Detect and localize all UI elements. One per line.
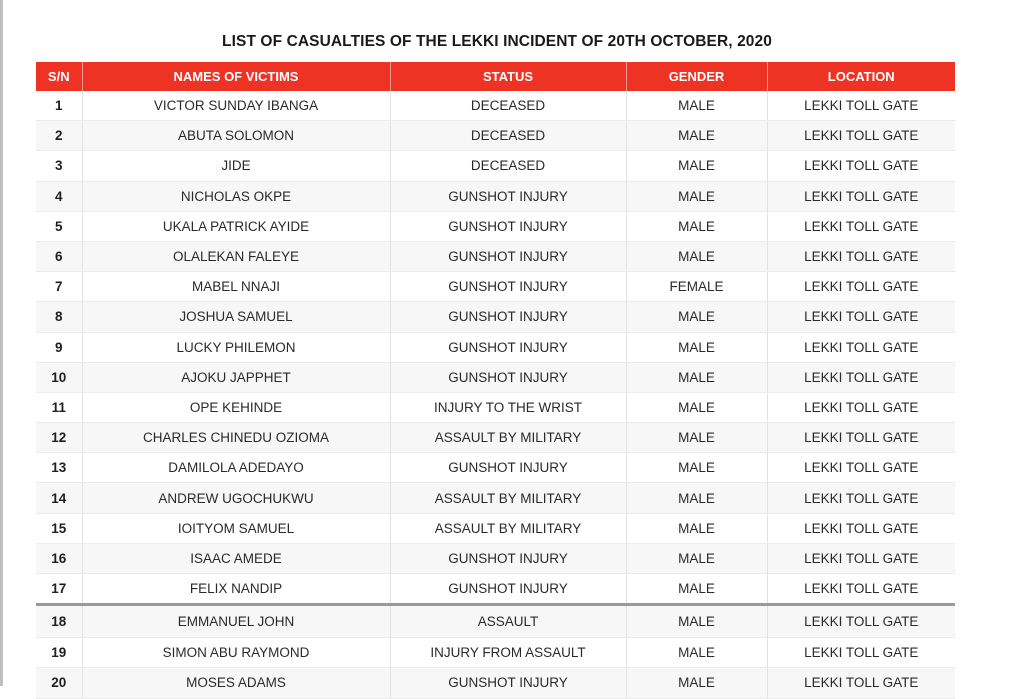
cell-status: ASSAULT BY MILITARY	[390, 483, 626, 513]
cell-sn: 8	[36, 302, 82, 332]
cell-status: INJURY FROM ASSAULT	[390, 638, 626, 668]
cell-victim-name: DAMILOLA ADEDAYO	[82, 453, 390, 483]
cell-gender: MALE	[626, 121, 767, 151]
cell-location: LEKKI TOLL GATE	[767, 392, 955, 422]
table-header-row	[36, 62, 955, 91]
cell-victim-name: AJOKU JAPPHET	[82, 362, 390, 392]
cell-status: GUNSHOT INJURY	[390, 302, 626, 332]
cell-victim-name: EMMANUEL JOHN	[82, 605, 390, 638]
cell-victim-name: MABEL NNAJI	[82, 272, 390, 302]
cell-location: LEKKI TOLL GATE	[767, 638, 955, 668]
cell-sn: 3	[36, 151, 82, 181]
table-row	[36, 423, 955, 453]
cell-victim-name: UKALA PATRICK AYIDE	[82, 211, 390, 241]
cell-sn: 2	[36, 121, 82, 151]
cell-victim-name: ANDREW UGOCHUKWU	[82, 483, 390, 513]
cell-status: ASSAULT BY MILITARY	[390, 423, 626, 453]
cell-location: LEKKI TOLL GATE	[767, 362, 955, 392]
cell-victim-name: JIDE	[82, 151, 390, 181]
cell-sn: 13	[36, 453, 82, 483]
column-header-status: STATUS	[390, 62, 626, 91]
table-row	[36, 392, 955, 422]
cell-status: GUNSHOT INJURY	[390, 272, 626, 302]
cell-sn: 10	[36, 362, 82, 392]
table-body	[36, 91, 955, 698]
column-header-names: NAMES OF VICTIMS	[82, 62, 390, 91]
cell-gender: MALE	[626, 181, 767, 211]
cell-location: LEKKI TOLL GATE	[767, 151, 955, 181]
cell-sn: 1	[36, 91, 82, 121]
table-row	[36, 574, 955, 605]
cell-location: LEKKI TOLL GATE	[767, 302, 955, 332]
table-row	[36, 302, 955, 332]
cell-location: LEKKI TOLL GATE	[767, 91, 955, 121]
cell-sn: 4	[36, 181, 82, 211]
cell-gender: MALE	[626, 423, 767, 453]
cell-sn: 12	[36, 423, 82, 453]
cell-gender: MALE	[626, 332, 767, 362]
cell-gender: FEMALE	[626, 272, 767, 302]
cell-sn: 15	[36, 513, 82, 543]
cell-status: DECEASED	[390, 91, 626, 121]
cell-sn: 16	[36, 543, 82, 573]
cell-victim-name: SIMON ABU RAYMOND	[82, 638, 390, 668]
table-row	[36, 605, 955, 638]
cell-victim-name: ABUTA SOLOMON	[82, 121, 390, 151]
cell-status: ASSAULT	[390, 605, 626, 638]
cell-victim-name: MOSES ADAMS	[82, 668, 390, 698]
cell-status: INJURY TO THE WRIST	[390, 392, 626, 422]
cell-status: GUNSHOT INJURY	[390, 668, 626, 698]
table-row	[36, 453, 955, 483]
table-row	[36, 211, 955, 241]
cell-sn: 5	[36, 211, 82, 241]
cell-gender: MALE	[626, 574, 767, 605]
cell-victim-name: OLALEKAN FALEYE	[82, 241, 390, 271]
cell-sn: 18	[36, 605, 82, 638]
cell-gender: MALE	[626, 362, 767, 392]
cell-gender: MALE	[626, 638, 767, 668]
cell-sn: 17	[36, 574, 82, 605]
cell-sn: 6	[36, 241, 82, 271]
cell-victim-name: LUCKY PHILEMON	[82, 332, 390, 362]
cell-gender: MALE	[626, 668, 767, 698]
cell-location: LEKKI TOLL GATE	[767, 272, 955, 302]
cell-gender: MALE	[626, 483, 767, 513]
cell-location: LEKKI TOLL GATE	[767, 241, 955, 271]
cell-location: LEKKI TOLL GATE	[767, 181, 955, 211]
document-title: LIST OF CASUALTIES OF THE LEKKI INCIDENT OF 20TH OCTOBER, 2020	[222, 33, 772, 50]
cell-location: LEKKI TOLL GATE	[767, 483, 955, 513]
cell-location: LEKKI TOLL GATE	[767, 605, 955, 638]
table-row	[36, 272, 955, 302]
cell-sn: 11	[36, 392, 82, 422]
cell-victim-name: ISAAC AMEDE	[82, 543, 390, 573]
cell-status: GUNSHOT INJURY	[390, 543, 626, 573]
cell-location: LEKKI TOLL GATE	[767, 574, 955, 605]
cell-status: GUNSHOT INJURY	[390, 362, 626, 392]
cell-location: LEKKI TOLL GATE	[767, 668, 955, 698]
cell-location: LEKKI TOLL GATE	[767, 513, 955, 543]
column-header-sn: S/N	[36, 62, 82, 91]
cell-status: GUNSHOT INJURY	[390, 211, 626, 241]
cell-gender: MALE	[626, 392, 767, 422]
cell-sn: 7	[36, 272, 82, 302]
cell-location: LEKKI TOLL GATE	[767, 211, 955, 241]
cell-gender: MALE	[626, 241, 767, 271]
table-row	[36, 91, 955, 121]
table-row	[36, 513, 955, 543]
cell-victim-name: FELIX NANDIP	[82, 574, 390, 605]
cell-victim-name: IOITYOM SAMUEL	[82, 513, 390, 543]
table-row	[36, 241, 955, 271]
casualties-table	[36, 62, 955, 699]
cell-sn: 20	[36, 668, 82, 698]
table-row	[36, 362, 955, 392]
table-row	[36, 543, 955, 573]
cell-gender: MALE	[626, 151, 767, 181]
cell-location: LEKKI TOLL GATE	[767, 543, 955, 573]
cell-victim-name: NICHOLAS OKPE	[82, 181, 390, 211]
table-header	[36, 62, 955, 91]
cell-gender: MALE	[626, 543, 767, 573]
cell-victim-name: OPE KEHINDE	[82, 392, 390, 422]
cell-victim-name: JOSHUA SAMUEL	[82, 302, 390, 332]
cell-location: LEKKI TOLL GATE	[767, 332, 955, 362]
cell-location: LEKKI TOLL GATE	[767, 423, 955, 453]
cell-gender: MALE	[626, 513, 767, 543]
cell-status: GUNSHOT INJURY	[390, 332, 626, 362]
cell-gender: MALE	[626, 605, 767, 638]
cell-sn: 14	[36, 483, 82, 513]
cell-victim-name: CHARLES CHINEDU OZIOMA	[82, 423, 390, 453]
cell-sn: 9	[36, 332, 82, 362]
cell-status: ASSAULT BY MILITARY	[390, 513, 626, 543]
cell-status: DECEASED	[390, 151, 626, 181]
column-header-location: LOCATION	[767, 62, 955, 91]
cell-gender: MALE	[626, 211, 767, 241]
cell-gender: MALE	[626, 91, 767, 121]
cell-location: LEKKI TOLL GATE	[767, 121, 955, 151]
cell-status: GUNSHOT INJURY	[390, 453, 626, 483]
cell-status: GUNSHOT INJURY	[390, 574, 626, 605]
cell-status: GUNSHOT INJURY	[390, 181, 626, 211]
cell-sn: 19	[36, 638, 82, 668]
cell-gender: MALE	[626, 302, 767, 332]
cell-location: LEKKI TOLL GATE	[767, 453, 955, 483]
table-row	[36, 332, 955, 362]
table-row	[36, 151, 955, 181]
table-row	[36, 483, 955, 513]
cell-victim-name: VICTOR SUNDAY IBANGA	[82, 91, 390, 121]
table-row	[36, 668, 955, 698]
cell-status: GUNSHOT INJURY	[390, 241, 626, 271]
page-edge-divider	[0, 0, 3, 686]
table-row	[36, 181, 955, 211]
column-header-gender: GENDER	[626, 62, 767, 91]
table-row	[36, 121, 955, 151]
table-row	[36, 638, 955, 668]
cell-gender: MALE	[626, 453, 767, 483]
cell-status: DECEASED	[390, 121, 626, 151]
